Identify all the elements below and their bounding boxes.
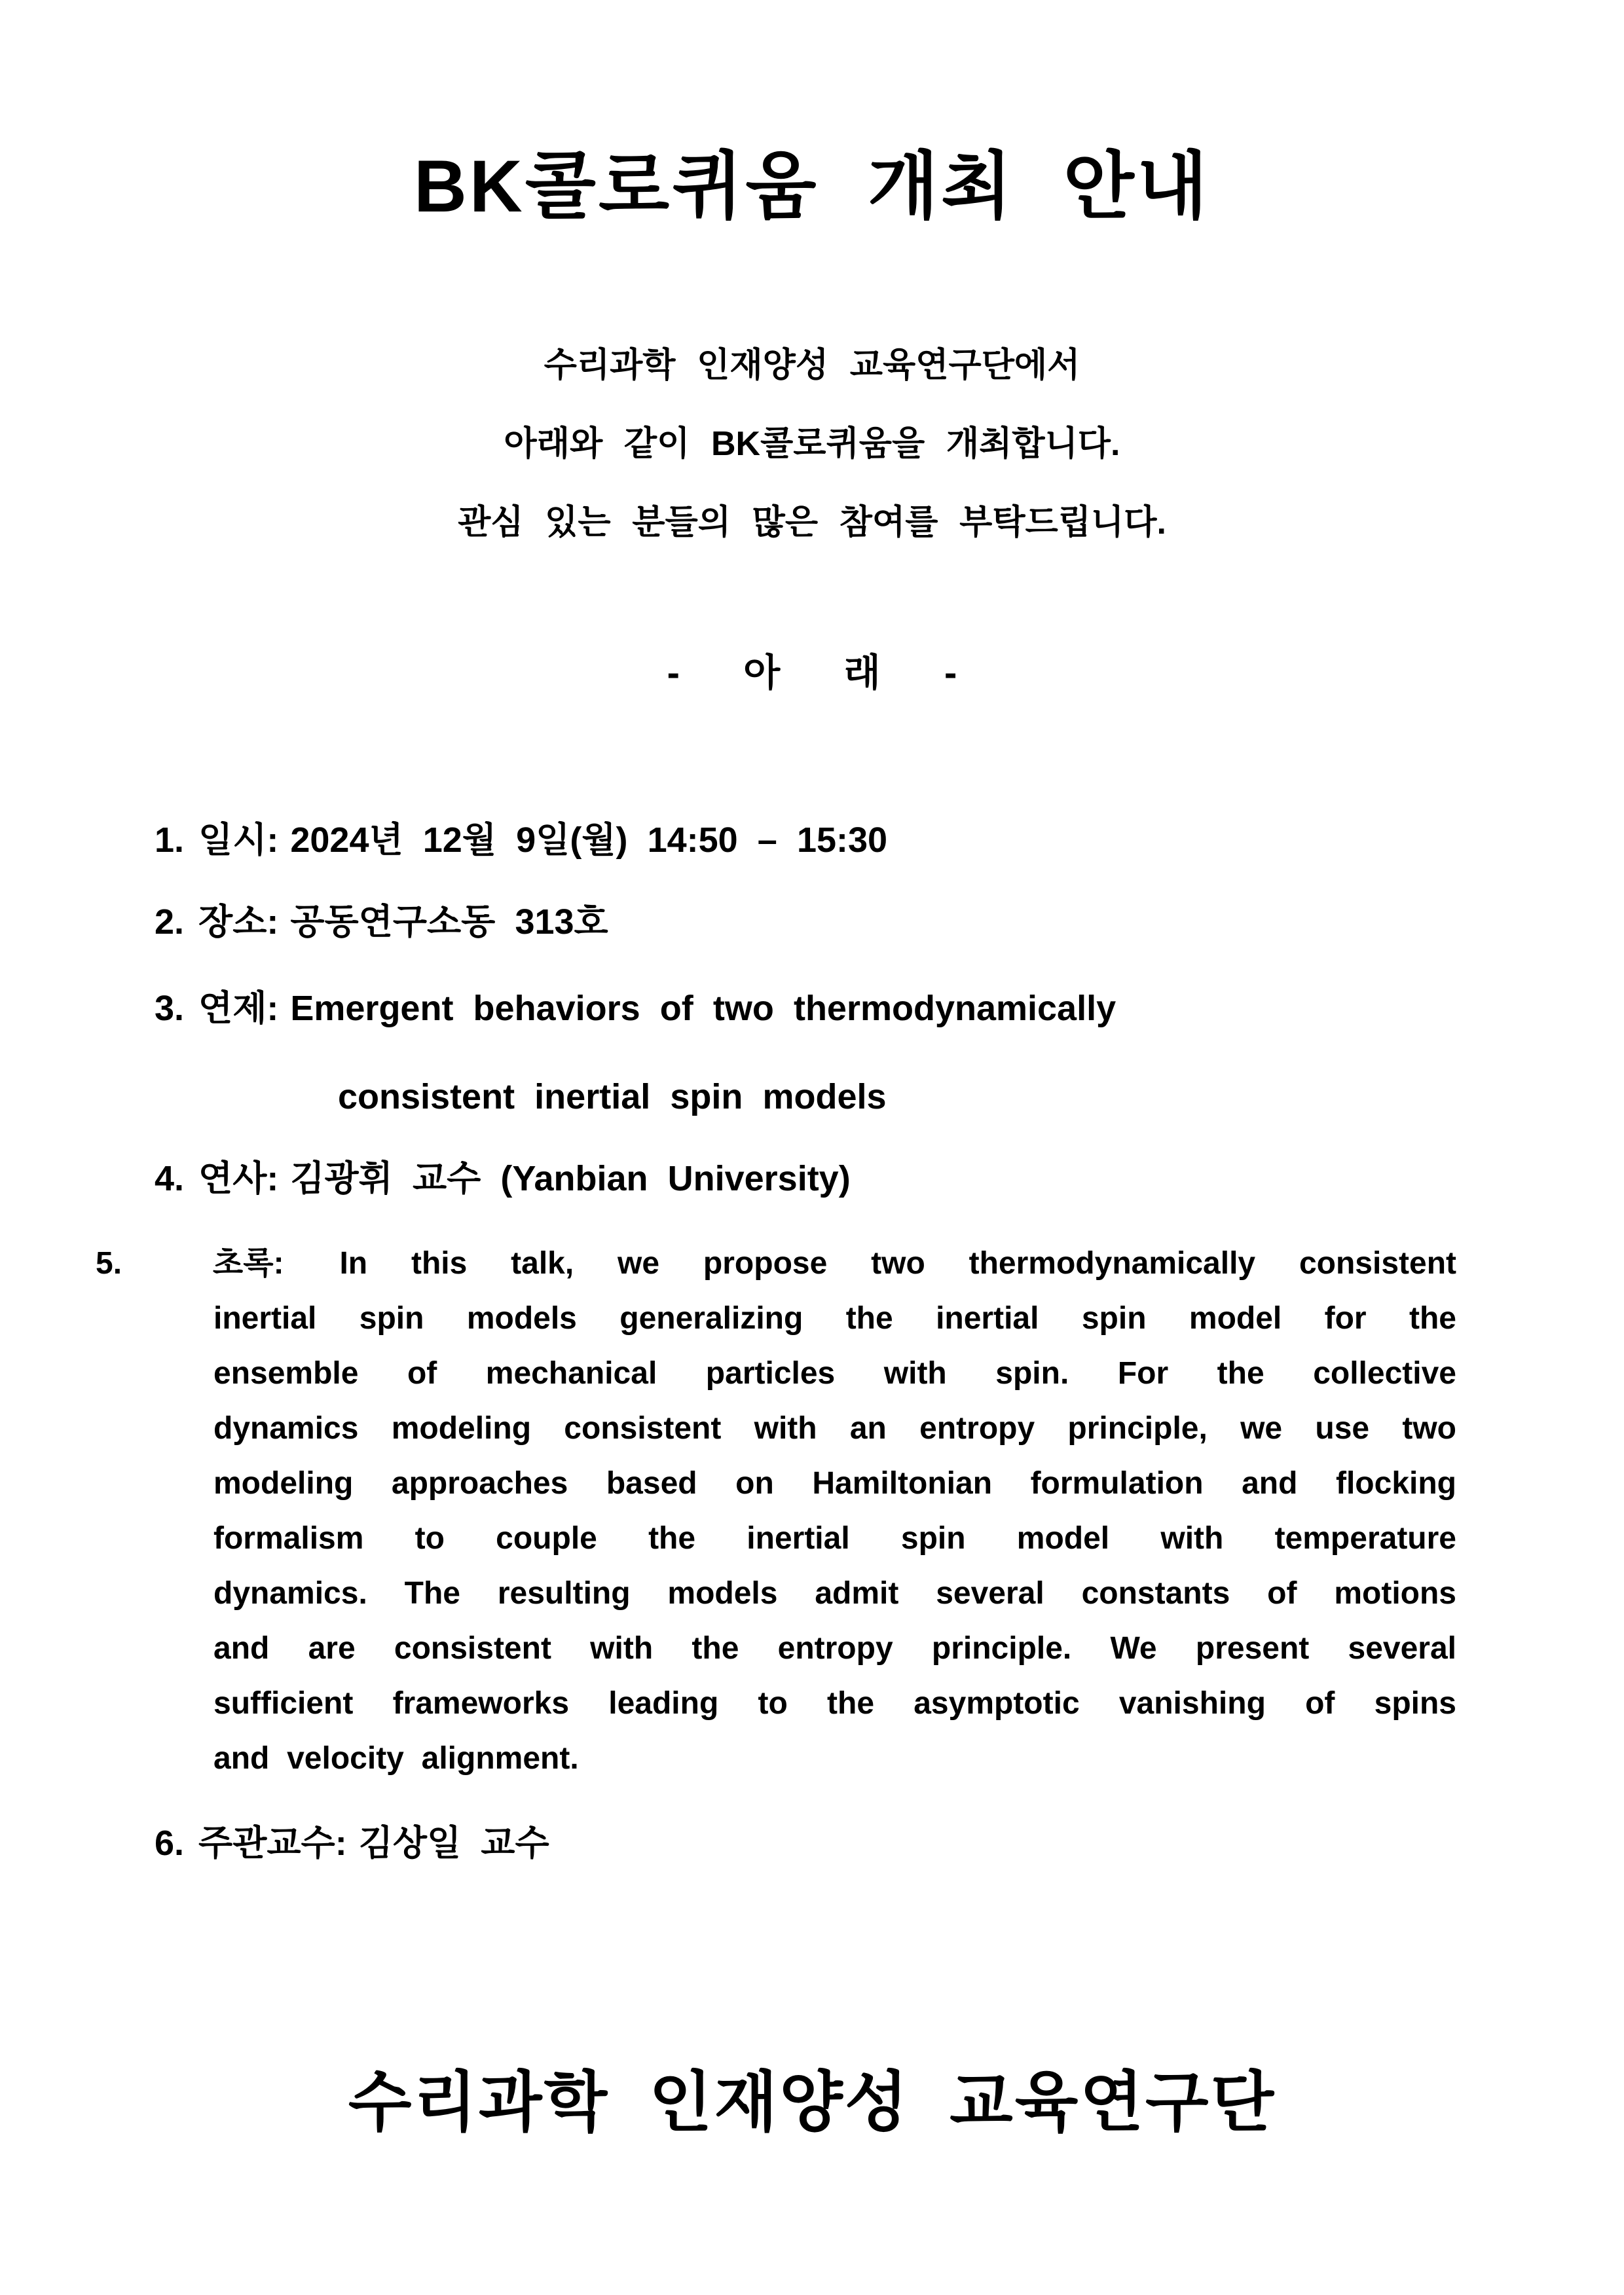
item-label: 연사:: [198, 1159, 279, 1198]
item-number: 3.: [155, 989, 185, 1028]
item-label: 연제:: [198, 989, 279, 1028]
abstract-line-9: sufficient frameworks leading to the asymptotic vanishing of spins: [213, 1686, 1456, 1721]
intro-line-3: 관심 있는 분들의 많은 참여를 부탁드립니다.: [458, 504, 1166, 542]
page-title: BK콜로퀴움 개최 안내: [414, 145, 1210, 227]
intro-line-2: 아래와 같이 BK콜로퀴움을 개최합니다.: [504, 425, 1120, 463]
abstract-line-4: dynamics modeling consistent with an entropy principle, we use two: [213, 1411, 1456, 1446]
list-item-speaker: [155, 1156, 1456, 1202]
abstract-line-10: and velocity alignment.: [213, 1741, 579, 1776]
item-label: 초록:: [212, 1246, 284, 1281]
item-value: 2024년 12월 9일(월) 14:50 – 15:30: [290, 820, 888, 860]
abstract-text: In this talk, we propose two thermodynamically consistent: [339, 1246, 1457, 1281]
list-item-talk-title: [155, 985, 1456, 1120]
item-number: 6.: [155, 1824, 185, 1863]
list-item-datetime: [155, 817, 1456, 863]
list-item-abstract: [96, 1236, 1457, 1786]
item-value: 김광휘 교수 (Yanbian University): [290, 1159, 851, 1198]
list-item-host-professor: [155, 1820, 1456, 1866]
item-number: 2.: [155, 902, 185, 942]
abstract-line-3: ensemble of mechanical particles with spin. For the collective: [213, 1356, 1456, 1391]
talk-title-line-2: consistent inertial spin models: [338, 1077, 887, 1116]
section-divider: - 아 래 -: [667, 652, 957, 694]
abstract-line-2: inertial spin models generalizing the inertial spin model for the: [213, 1301, 1456, 1336]
organization-name: 수리과학 인재양성 교육연구단: [348, 2066, 1276, 2139]
item-label: 장소:: [198, 902, 279, 942]
intro-paragraph: [0, 326, 1624, 562]
item-value: Emergent behaviors of two thermodynamically: [290, 989, 1116, 1028]
list-item-venue: [155, 899, 1456, 945]
item-label: 주관교수:: [198, 1824, 347, 1863]
abstract-line-6: formalism to couple the inertial spin model with temperature: [213, 1521, 1456, 1556]
talk-title-line-1: [155, 985, 1456, 1031]
abstract-line-8: and are consistent with the entropy principle. We present several: [213, 1631, 1456, 1666]
intro-line-1: 수리과학 인재양성 교육연구단에서: [544, 346, 1080, 384]
abstract-line-5: modeling approaches based on Hamiltonian formulation and flocking: [213, 1466, 1456, 1501]
item-value: 김상일 교수: [358, 1824, 549, 1863]
item-number: 1.: [155, 820, 185, 860]
abstract-line-1: 5. 초록: In this talk, we propose two thermodynamically consistent: [96, 1246, 1457, 1281]
item-number: 4.: [155, 1159, 185, 1198]
abstract-line-7: dynamics. The resulting models admit several constants of motions: [213, 1576, 1456, 1611]
item-label: 일시:: [198, 820, 279, 860]
item-value: 공동연구소동 313호: [290, 902, 608, 942]
